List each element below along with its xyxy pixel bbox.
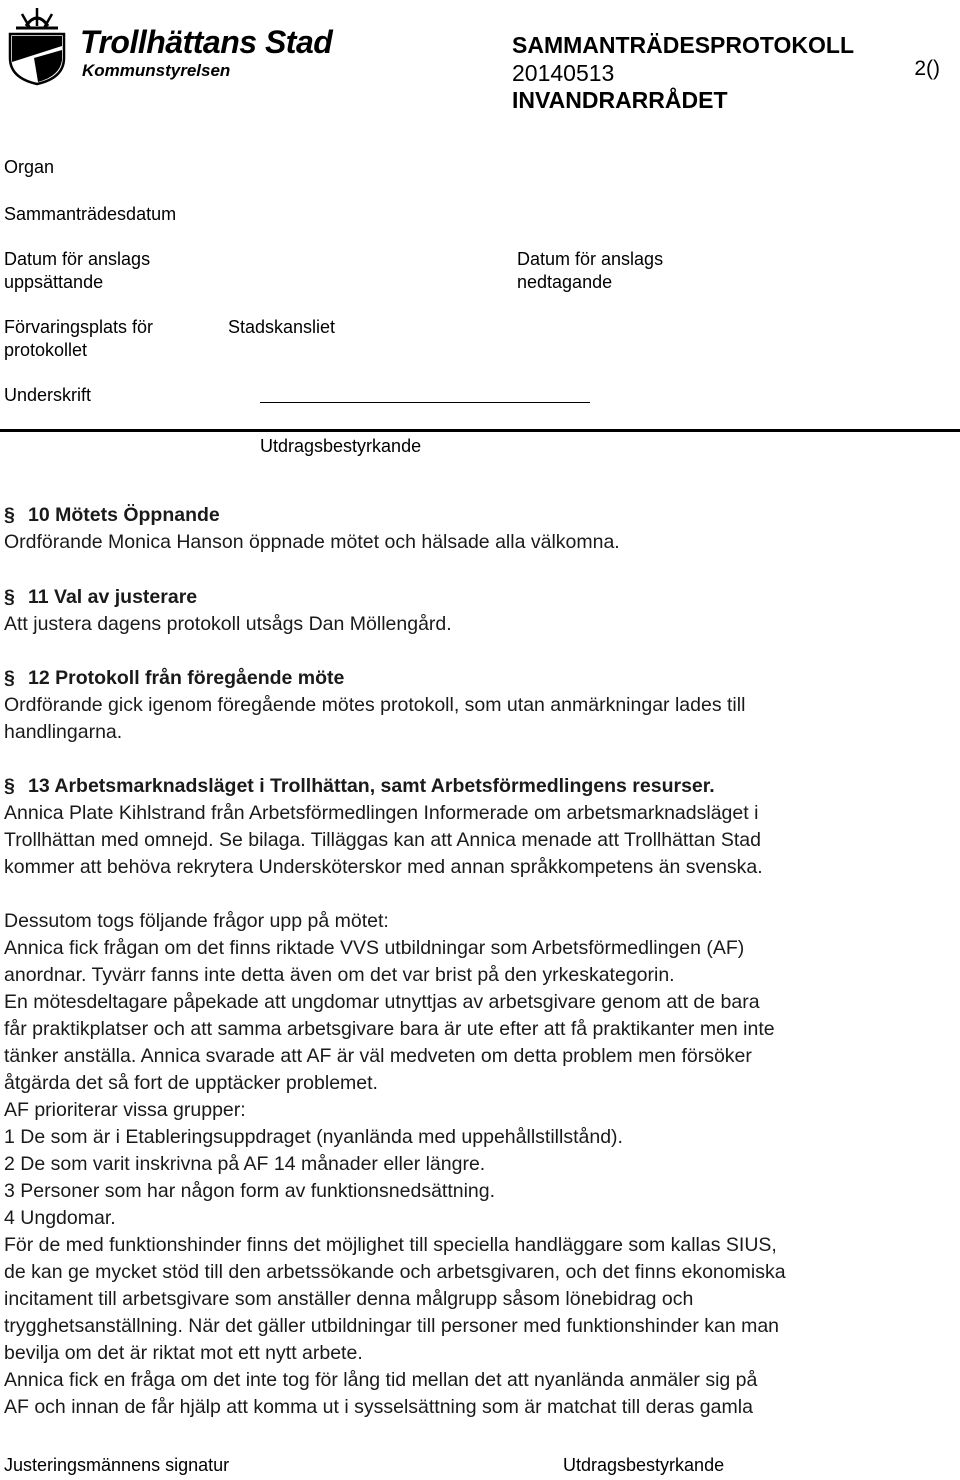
section-11 (4, 584, 944, 638)
section-heading: § 12 Protokoll från föregående möte (4, 665, 944, 692)
organization-name: Trollhättans Stad (80, 24, 333, 60)
section-text: incitament till arbetsgivare som anställer denna målgrupp såsom lönebidrag och (4, 1288, 694, 1310)
signature-label: Underskrift (4, 385, 92, 405)
section-text: AF och innan de får hjälp att komma ut i sysselsättning som är matchat till deras gamla (4, 1396, 753, 1418)
document-type: SAMMANTRÄDESPROTOKOLL (512, 32, 855, 58)
certification-label: Utdragsbestyrkande (260, 436, 422, 456)
section-heading: § 11 Val av justerare (4, 584, 944, 611)
remove-date-label-line2: nedtagande (517, 272, 613, 292)
remove-date-label-line1: Datum för anslags (517, 249, 664, 269)
section-text: Ordförande Monica Hanson öppnade mötet och hälsade alla välkomna. (4, 531, 620, 553)
section-13 (4, 773, 944, 1421)
signature-line (260, 402, 590, 403)
section-text: åtgärda det så fort de upptäcker problemet. (4, 1072, 378, 1094)
section-text: Annica fick en fråga om det inte tog för lång tid mellan det att nyanlända anmäler sig på (4, 1369, 758, 1391)
section-text: 2 De som varit inskrivna på AF 14 månader eller längre. (4, 1153, 486, 1175)
section-text: 3 Personer som har någon form av funktionsnedsättning. (4, 1180, 496, 1202)
section-text: Ordförande gick igenom föregående mötes protokoll, som utan anmärkningar lades till (4, 694, 746, 716)
paragraph-gap (4, 881, 944, 908)
section-text: Dessutom togs följande frågor upp på mötet: (4, 910, 389, 932)
section-12 (4, 665, 944, 746)
section-text: Att justera dagens protokoll utsågs Dan Möllengård. (4, 613, 452, 635)
storage-label-line1: Förvaringsplats för (4, 317, 154, 337)
section-text: 4 Ungdomar. (4, 1207, 116, 1229)
city-emblem-logo (4, 6, 70, 86)
section-10 (4, 502, 944, 556)
meeting-date-value: 20140513 (512, 60, 615, 86)
section-text: de kan ge mycket stöd till den arbetssökande och arbetsgivaren, och det finns ekonomiska (4, 1261, 786, 1283)
section-text: Annica Plate Kihlstrand från Arbetsförmedlingen Informerade om arbetsmarknadsläget i (4, 802, 759, 824)
section-text: Annica fick frågan om det finns riktade VVS utbildningar som Arbetsförmedlingen (AF) (4, 937, 745, 959)
section-text: trygghetsanställning. När det gäller utbildningar till personer med funktionshinder kan man (4, 1315, 780, 1337)
council-name: INVANDRARRÅDET (512, 87, 728, 113)
section-text: kommer att behöva rekrytera Undersköterskor med annan språkkompetens än svenska. (4, 856, 763, 878)
section-text: handlingarna. (4, 721, 123, 743)
organ-label: Organ (4, 157, 55, 177)
section-text: får praktikplatser och att samma arbetsgivare bara är ute efter att få praktikanter men inte (4, 1018, 775, 1040)
meeting-date-label: Sammanträdesdatum (4, 204, 177, 224)
footer-signature-label: Justeringsmännens signatur (4, 1455, 230, 1475)
post-date-label-line1: Datum för anslags (4, 249, 151, 269)
footer-certification-label: Utdragsbestyrkande (563, 1455, 725, 1475)
post-date-label-line2: uppsättande (4, 272, 104, 292)
section-text: AF prioriterar vissa grupper: (4, 1099, 246, 1121)
section-text: En mötesdeltagare påpekade att ungdomar utnyttjas av arbetsgivare genom att de bara (4, 991, 760, 1013)
section-text: 1 De som är i Etableringsuppdraget (nyanlända med uppehållstillstånd). (4, 1126, 623, 1148)
storage-value: Stadskansliet (228, 317, 336, 337)
storage-label-line2: protokollet (4, 340, 88, 360)
organization-subtitle: Kommunstyrelsen (82, 61, 231, 80)
section-text: Trollhättan med omnejd. Se bilaga. Tilläggas kan att Annica menade att Trollhättan Stad (4, 829, 761, 851)
header-divider (0, 429, 960, 432)
section-heading: § 10 Mötets Öppnande (4, 502, 944, 529)
section-text: tänker anställa. Annica svarade att AF är väl medveten om detta problem men försöker (4, 1045, 752, 1067)
page-number: 2() (914, 57, 940, 80)
section-text: anordnar. Tyvärr fanns inte detta även om det var brist på den yrkeskategorin. (4, 964, 675, 986)
section-text: För de med funktionshinder finns det möjlighet till speciella handläggare som kallas SIUS, (4, 1234, 777, 1256)
section-heading: § 13 Arbetsmarknadsläget i Trollhättan, samt Arbetsförmedlingens resurser. (4, 773, 944, 800)
section-text: bevilja om det är riktat mot ett nytt arbete. (4, 1342, 363, 1364)
